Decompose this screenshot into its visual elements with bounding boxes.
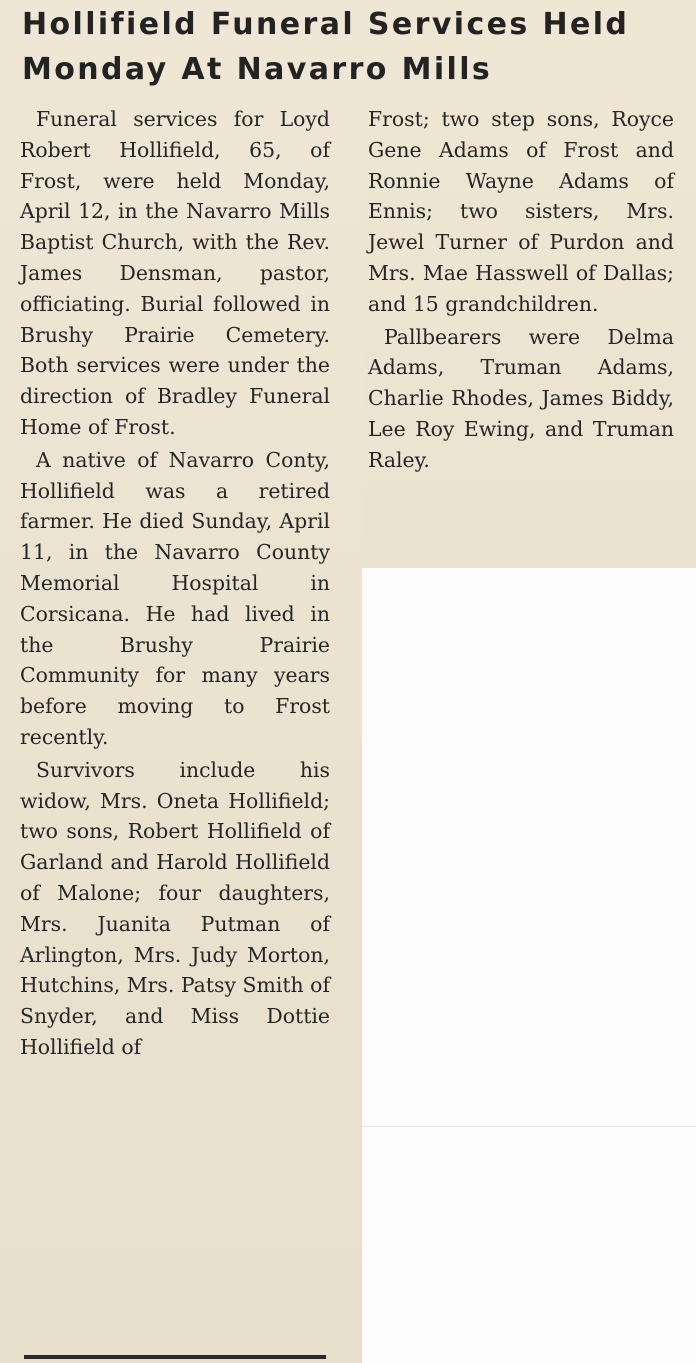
blank-scan-seam	[362, 1126, 696, 1127]
headline	[22, 2, 682, 92]
blank-scan-area	[362, 568, 696, 1363]
paragraph-pallbearers: Pallbearers were Delma Adams, Truman Adams, Charlie Rhodes, James Biddy, Lee Roy Ewing, and Truman Raley.	[368, 324, 674, 472]
paragraph-survivors: Survivors include his widow, Mrs. Oneta Hollifield; two sons, Robert Hollifield of Garland and Harold Hollifield of Malone; four daughters, Mrs. Juanita Putman of Arlington, Mrs. Judy Morton, Hutchins, Mrs. Patsy Smith of Snyder, and Miss Dottie Hollifield of	[20, 757, 330, 1059]
column-end-rule	[24, 1355, 326, 1359]
paragraph-funeral-services: Funeral services for Loyd Robert Hollifield, 65, of Frost, were held Monday, April 12, in the Navarro Mills Baptist Church, with the Rev. James Densman, pastor, officiating. Burial followed in Brushy Prairie Cemetery. Both services were under the direction of Bradley Funeral Home of Frost.	[20, 107, 330, 439]
article-column-right	[368, 104, 674, 476]
headline-line-2: Monday At Navarro Mills	[22, 52, 493, 87]
headline-line-1: Hollifield Funeral Services Held	[22, 7, 630, 42]
paragraph-biography: A native of Navarro Conty, Hollifield was a retired farmer. He died Sunday, April 11, in the Navarro County Memorial Hospital in Corsicana. He had lived in the Brushy Prairie Community for many years before moving to Frost recently.	[20, 447, 330, 749]
paragraph-survivors-continued: Frost; two step sons, Royce Gene Adams of Frost and Ronnie Wayne Adams of Ennis; two sisters, Mrs. Jewel Turner of Purdon and Mrs. Mae Hasswell of Dallas; and 15 grandchildren.	[368, 107, 674, 316]
article-column-left	[20, 104, 330, 1063]
